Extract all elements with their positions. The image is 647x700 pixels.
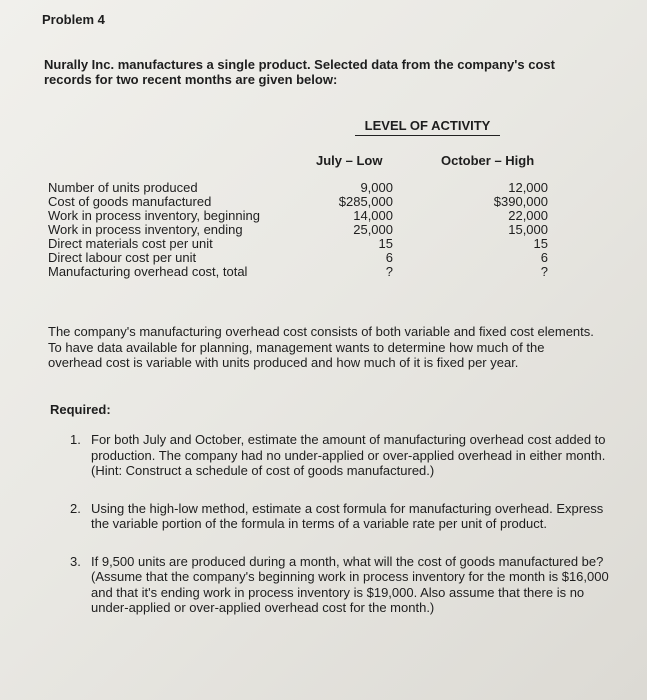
table-row [48, 209, 548, 223]
table-row [48, 237, 548, 251]
table-row [48, 223, 548, 237]
list-item [70, 554, 610, 616]
row-value-low: $285,000 [338, 194, 393, 209]
column-header-low: July – Low [316, 153, 383, 168]
cost-data-table [48, 181, 548, 279]
table-row [48, 195, 548, 209]
requirement-text: Using the high-low method, estimate a cost formula for manufacturing overhead. Express the variable portion of the formula in terms of a variable rate per unit of product. [91, 500, 604, 531]
row-label: Cost of goods manufactured [48, 194, 212, 209]
requirement-text: For both July and October, estimate the amount of manufacturing overhead cost added to production. The company had no under-applied or over-applied overhead in either month. (Hint: Construct a schedule of cost of goods manufactured.) [91, 432, 606, 478]
row-label: Direct materials cost per unit [48, 236, 213, 251]
row-value-low: 9,000 [360, 180, 393, 195]
requirement-number: 2. [70, 500, 81, 516]
row-value-high: 15,000 [508, 222, 548, 237]
intro-text: Nurally Inc. manufactures a single product. Selected data from the company's cost records for two recent months are given below: [44, 57, 555, 87]
row-label: Work in process inventory, ending [48, 222, 243, 237]
row-value-low: ? [385, 264, 393, 279]
row-value-high: 22,000 [508, 208, 548, 223]
required-heading: Required: [50, 402, 111, 417]
row-value-high: 15 [533, 236, 548, 251]
row-value-low: 6 [385, 250, 393, 265]
requirements-list [70, 432, 610, 638]
row-value-high: ? [540, 264, 548, 279]
requirement-text: If 9,500 units are produced during a month, what will the cost of goods manufactured be? (Assume that the company's beginning work in process inventory for the month is $16,000 and that it's ending work in process inventory is $19,000. Also assume that there is no under-applied or over-applied overhead cost for the month.) [91, 553, 609, 615]
list-item [70, 501, 610, 532]
row-label: Work in process inventory, beginning [48, 208, 260, 223]
row-value-high: $390,000 [493, 194, 548, 209]
row-value-low: 15 [378, 236, 393, 251]
list-item [70, 432, 610, 479]
table-row [48, 265, 548, 279]
row-label: Manufacturing overhead cost, total [48, 264, 248, 279]
level-of-activity-header: LEVEL OF ACTIVITY [355, 118, 500, 136]
row-value-low: 14,000 [353, 208, 393, 223]
requirement-number: 1. [70, 432, 81, 447]
row-label: Direct labour cost per unit [48, 250, 197, 265]
row-value-high: 12,000 [508, 180, 548, 195]
overhead-paragraph: The company's manufacturing overhead cost consists of both variable and fixed cost elements. To have data available for planning, management wants to determine how much of the overhead cost is variable with units produced and how much of it is fixed per year. [48, 324, 594, 370]
problem-title: Problem 4 [42, 12, 105, 27]
row-label: Number of units produced [48, 180, 198, 195]
column-header-high: October – High [441, 153, 535, 168]
requirement-number: 3. [70, 553, 81, 569]
row-value-high: 6 [540, 250, 548, 265]
table-row [48, 181, 548, 195]
table-row [48, 251, 548, 265]
row-value-low: 25,000 [353, 222, 393, 237]
